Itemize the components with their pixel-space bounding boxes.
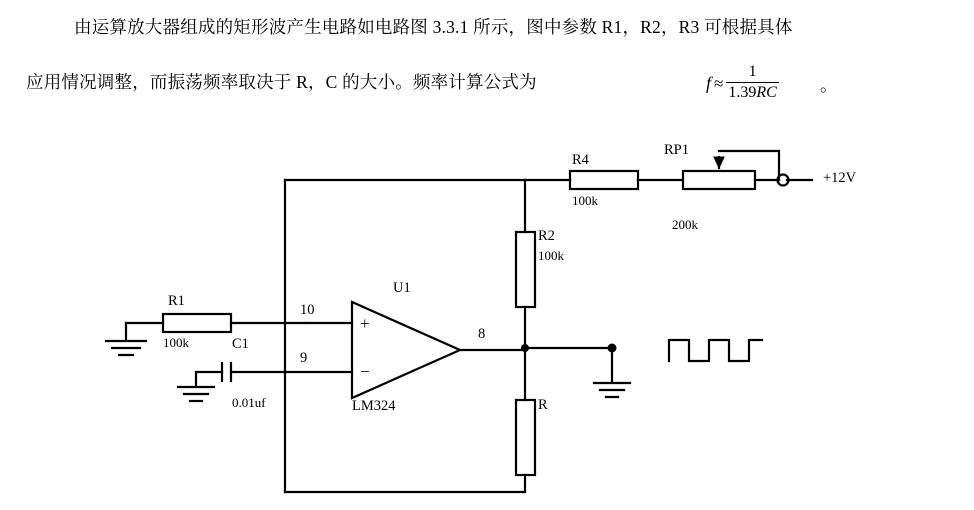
label-pin-10: 10 [300,302,315,318]
label-pin-8: 8 [478,326,486,342]
label-opamp-plus: + [360,314,370,333]
circuit-schematic [0,110,974,505]
component-rp1-wiper-arrow [714,157,724,168]
label-c1-value: 0.01uf [232,395,266,410]
paragraph-line-2: 应用情况调整，而振荡频率取决于 R，C 的大小。频率计算公式为 [26,72,537,92]
formula-numerator: 1 [726,63,778,83]
formula-fraction [726,63,778,102]
label-r2-ref: R2 [538,228,555,244]
formula-lhs: f [706,73,712,93]
component-r4-body [570,171,638,189]
label-r4-value: 100k [572,193,598,208]
label-c1-ref: C1 [232,336,249,352]
label-u1-value: LM324 [352,398,396,414]
label-r1-ref: R1 [168,293,185,309]
component-r2-body [516,232,535,307]
label-pin-9: 9 [300,350,308,366]
paragraph-line-1: 由运算放大器组成的矩形波产生电路如电路图 3.3.1 所示，图中参数 R1，R2，R3 可根据具体 [74,17,793,37]
frequency-formula [706,64,779,103]
label-opamp-minus: − [360,362,370,381]
formula-approx: ≈ [714,73,724,93]
label-rp1-ref: RP1 [664,142,689,158]
label-r4-ref: R4 [572,152,589,168]
label-r-ref: R [538,397,548,413]
formula-denominator-variables: RC [756,84,777,101]
wire-rp1-wiper-to-supply [719,151,779,180]
component-r1-body [163,314,231,332]
label-rp1-value: 200k [672,217,698,232]
waveform-square-wave [669,340,762,361]
label-r2-value: 100k [538,248,564,263]
label-r1-value: 100k [163,335,189,350]
paragraph-trailing-punctuation: 。 [820,75,838,95]
component-r-body [516,400,535,475]
label-u1-ref: U1 [393,280,411,296]
formula-denominator [726,83,778,102]
component-rp1-body [683,171,755,189]
formula-denominator-coefficient: 1.39 [728,84,757,101]
label-supply: +12V [823,170,857,186]
